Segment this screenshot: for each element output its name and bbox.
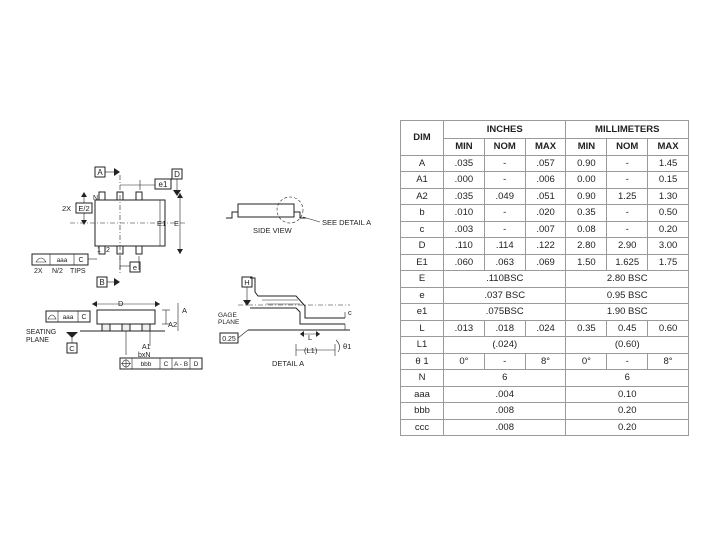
lead-l1-label: (L1): [304, 346, 318, 355]
fcf-c: C: [163, 361, 169, 368]
row-inches-cell: .004: [444, 386, 566, 403]
row-mm-cell: 2.80 BSC: [566, 271, 689, 288]
row-inches-cell: (.024): [444, 337, 566, 354]
header-mm-nom: NOM: [607, 139, 648, 156]
row-inches-cell: .110BSC: [444, 271, 566, 288]
detail-a: [218, 277, 352, 368]
row-in-max-cell: .069: [525, 254, 566, 271]
row-mm-max-cell: 1.45: [648, 155, 689, 172]
header-millimeters: MILLIMETERS: [566, 121, 689, 139]
front-d-label: D: [118, 299, 124, 308]
row-in-nom-cell: .018: [484, 320, 525, 337]
table-row: [401, 188, 689, 205]
row-in-min-cell: .010: [444, 205, 485, 222]
row-mm-cell: 6: [566, 370, 689, 387]
gage-label-2: PLANE: [218, 319, 240, 326]
row-mm-nom-cell: 1.25: [607, 188, 648, 205]
table-row: [401, 403, 689, 420]
row-mm-nom-cell: -: [607, 353, 648, 370]
row-in-nom-cell: -: [484, 155, 525, 172]
see-detail-label: SEE DETAIL A: [322, 218, 372, 227]
row-in-min-cell: .035: [444, 155, 485, 172]
row-in-min-cell: .110: [444, 238, 485, 255]
row-inches-cell: 6: [444, 370, 566, 387]
row-dim-cell: A2: [401, 188, 444, 205]
datum-h-label: H: [244, 278, 250, 287]
detail-a-caption: DETAIL A: [272, 359, 305, 368]
tol-aaa-top: aaa: [56, 257, 68, 264]
row-dim-cell: E: [401, 271, 444, 288]
table-row: [401, 320, 689, 337]
row-mm-min-cell: 2.80: [566, 238, 607, 255]
table-row: [401, 353, 689, 370]
front-tol-c: C: [81, 314, 87, 321]
row-dim-cell: L1: [401, 337, 444, 354]
row-in-nom-cell: -: [484, 353, 525, 370]
fcf-d: D: [193, 361, 199, 368]
row-in-nom-cell: .049: [484, 188, 525, 205]
row-in-nom-cell: .114: [484, 238, 525, 255]
side-view-caption: SIDE VIEW: [253, 226, 292, 235]
row-mm-min-cell: 0.35: [566, 320, 607, 337]
row-mm-max-cell: 8°: [648, 353, 689, 370]
row-mm-nom-cell: -: [607, 155, 648, 172]
row-in-max-cell: 8°: [525, 353, 566, 370]
row-mm-cell: (0.60): [566, 337, 689, 354]
theta1-label: θ1: [343, 342, 352, 351]
row-mm-nom-cell: -: [607, 221, 648, 238]
header-mm-min: MIN: [566, 139, 607, 156]
front-a-label: A: [182, 306, 188, 315]
row-in-max-cell: .006: [525, 172, 566, 189]
row-dim-cell: e: [401, 287, 444, 304]
row-mm-cell: 0.95 BSC: [566, 287, 689, 304]
row-in-max-cell: .020: [525, 205, 566, 222]
row-dim-cell: ccc: [401, 419, 444, 436]
datum-a-label: A: [97, 168, 103, 177]
row-dim-cell: bbb: [401, 403, 444, 420]
table-row: [401, 221, 689, 238]
datum-d-label: D: [174, 170, 180, 179]
e1-label: e1: [158, 180, 168, 189]
row-mm-max-cell: 1.75: [648, 254, 689, 271]
header-inches: INCHES: [444, 121, 566, 139]
row-in-nom-cell: .063: [484, 254, 525, 271]
row-mm-min-cell: 0°: [566, 353, 607, 370]
table-row: [401, 304, 689, 321]
row-dim-cell: L: [401, 320, 444, 337]
tol-n2-label: N/2: [52, 268, 63, 275]
seating-label-2: PLANE: [26, 337, 49, 344]
row-in-max-cell: .051: [525, 188, 566, 205]
row-mm-nom-cell: 0.45: [607, 320, 648, 337]
header-in-min: MIN: [444, 139, 485, 156]
dimension-table-body: [401, 155, 689, 436]
lead-l-label: L: [308, 333, 313, 342]
row-in-nom-cell: -: [484, 221, 525, 238]
front-a2-label: A2: [168, 320, 178, 329]
row-mm-min-cell: 0.35: [566, 205, 607, 222]
row-dim-cell: N: [401, 370, 444, 387]
table-row: [401, 287, 689, 304]
row-dim-cell: e1: [401, 304, 444, 321]
table-row: [401, 155, 689, 172]
row-mm-cell: 0.20: [566, 419, 689, 436]
e-pitch-label: e: [132, 263, 138, 272]
top-view: [32, 167, 185, 287]
row-dim-cell: c: [401, 221, 444, 238]
header-dim: DIM: [401, 121, 444, 156]
side-view: [226, 197, 371, 235]
table-row: [401, 172, 689, 189]
lead-c-label: c: [348, 308, 352, 317]
row-inches-cell: .008: [444, 419, 566, 436]
row-dim-cell: A1: [401, 172, 444, 189]
row-dim-cell: b: [401, 205, 444, 222]
pin-2-label: 2: [106, 247, 110, 254]
row-in-nom-cell: -: [484, 172, 525, 189]
front-tol-aaa: aaa: [62, 314, 74, 321]
table-row: [401, 271, 689, 288]
header-in-nom: NOM: [484, 139, 525, 156]
gage-value: 0.25: [222, 336, 236, 343]
table-row: [401, 370, 689, 387]
row-dim-cell: aaa: [401, 386, 444, 403]
row-inches-cell: .008: [444, 403, 566, 420]
table-row: [401, 386, 689, 403]
seating-label-1: SEATING: [26, 329, 57, 336]
header-mm-max: MAX: [648, 139, 689, 156]
row-in-max-cell: .024: [525, 320, 566, 337]
row-mm-max-cell: 0.15: [648, 172, 689, 189]
row-mm-min-cell: 0.90: [566, 188, 607, 205]
row-mm-min-cell: 0.00: [566, 172, 607, 189]
row-mm-nom-cell: 1.625: [607, 254, 648, 271]
dimension-table: [400, 120, 689, 436]
e-half-label: E/2: [78, 204, 90, 213]
row-mm-max-cell: 0.20: [648, 221, 689, 238]
pin-1-label: 1: [97, 247, 101, 254]
table-row: [401, 238, 689, 255]
row-mm-max-cell: 3.00: [648, 238, 689, 255]
fcf-ab: A - B: [173, 361, 189, 368]
row-dim-cell: A: [401, 155, 444, 172]
row-dim-cell: D: [401, 238, 444, 255]
row-mm-max-cell: 0.50: [648, 205, 689, 222]
row-mm-cell: 0.20: [566, 403, 689, 420]
front-bxn-label: bxN: [138, 352, 151, 359]
row-mm-nom-cell: -: [607, 172, 648, 189]
row-mm-min-cell: 1.50: [566, 254, 607, 271]
row-in-min-cell: .003: [444, 221, 485, 238]
row-mm-cell: 0.10: [566, 386, 689, 403]
table-row: [401, 254, 689, 271]
row-in-min-cell: .000: [444, 172, 485, 189]
datum-c-label: C: [69, 344, 75, 353]
tol-c-top: C: [78, 257, 84, 264]
table-row: [401, 419, 689, 436]
row-dim-cell: E1: [401, 254, 444, 271]
row-mm-cell: 1.90 BSC: [566, 304, 689, 321]
table-row: [401, 337, 689, 354]
row-mm-max-cell: 1.30: [648, 188, 689, 205]
row-in-min-cell: 0°: [444, 353, 485, 370]
row-mm-max-cell: 0.60: [648, 320, 689, 337]
tol-2x-label: 2X: [34, 268, 43, 275]
datum-b-label: B: [99, 278, 105, 287]
row-mm-nom-cell: -: [607, 205, 648, 222]
row-in-max-cell: .122: [525, 238, 566, 255]
row-mm-nom-cell: 2.90: [607, 238, 648, 255]
front-a1-label: A1: [142, 344, 151, 351]
header-in-max: MAX: [525, 139, 566, 156]
fcf-bbb: bbb: [140, 361, 152, 368]
table-row: [401, 205, 689, 222]
row-in-max-cell: .007: [525, 221, 566, 238]
row-mm-min-cell: 0.08: [566, 221, 607, 238]
tol-tips-label: TIPS: [70, 268, 86, 275]
row-inches-cell: .075BSC: [444, 304, 566, 321]
front-view: [26, 299, 202, 369]
row-in-nom-cell: -: [484, 205, 525, 222]
row-in-min-cell: .013: [444, 320, 485, 337]
e-dim-label: E: [174, 219, 180, 228]
pin-n-label: N: [93, 195, 99, 202]
gage-label-1: GAGE: [218, 312, 237, 319]
row-inches-cell: .037 BSC: [444, 287, 566, 304]
e1-dim-label: E1: [157, 219, 167, 228]
2x-label: 2X: [62, 204, 72, 213]
row-mm-min-cell: 0.90: [566, 155, 607, 172]
row-in-min-cell: .060: [444, 254, 485, 271]
row-in-max-cell: .057: [525, 155, 566, 172]
row-dim-cell: θ 1: [401, 353, 444, 370]
row-in-min-cell: .035: [444, 188, 485, 205]
